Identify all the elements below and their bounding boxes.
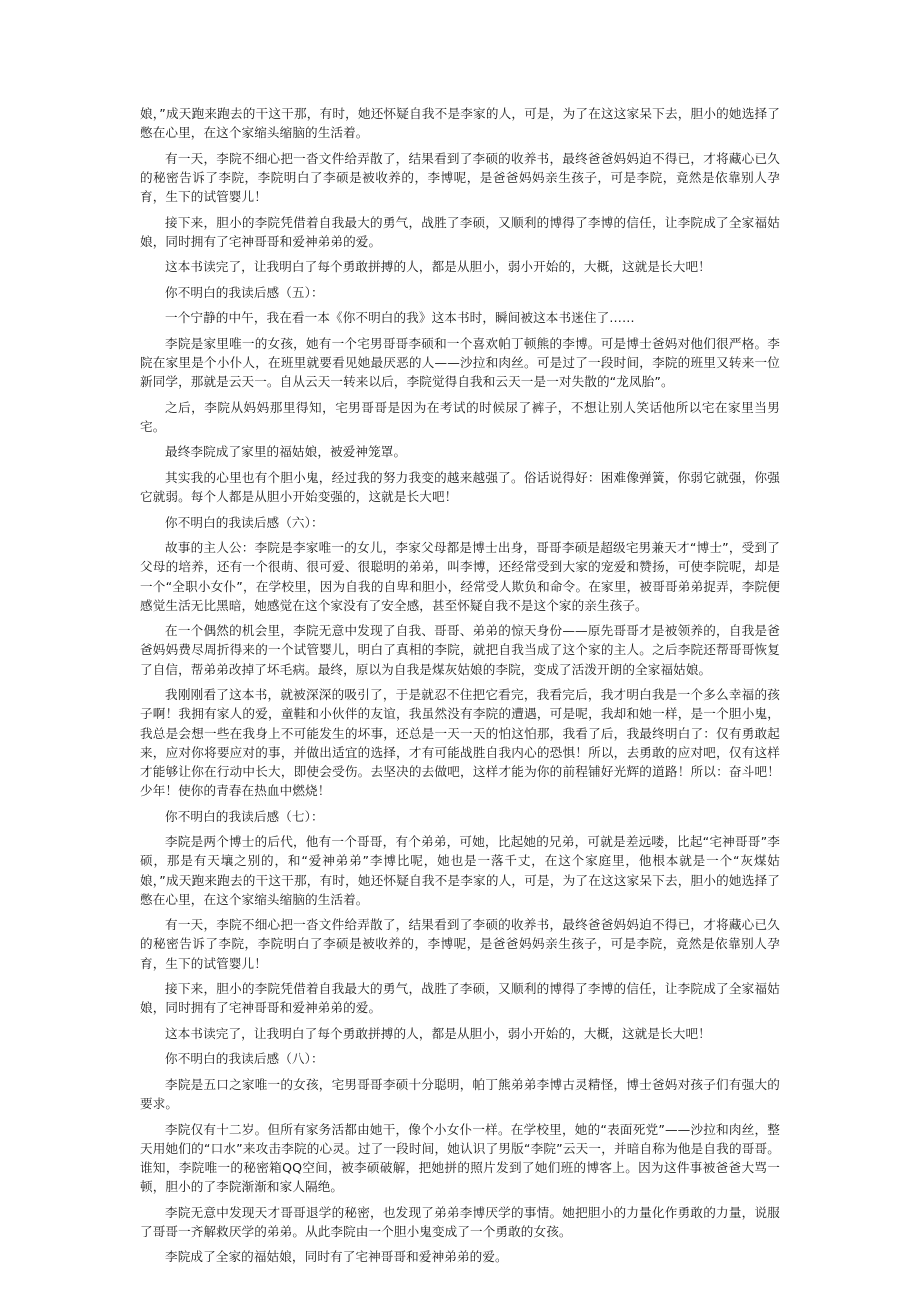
paragraph-1: 娘，”成天跑来跑去的干这干那，有时，她还怀疑自我不是李家的人，可是，为了在这这家呆下去，胆小的她选择了憋在心里，在这个家缩头缩脑的生活着。 <box>140 106 780 141</box>
paragraph-17: 有一天，李院不细心把一沓文件给弄散了，结果看到了李硕的收养书，最终爸爸妈妈迫不得已，才将藏心已久的秘密告诉了李院，李院明白了李硕是被收养的，李博呢，是爸爸妈妈亲生孩子，可是李院，竟然是依靠别人孕育，生下的试管婴儿！ <box>140 917 780 971</box>
paragraph-19: 这本书读完了，让我明白了每个勇敢拼搏的人，都是从胆小，弱小开始的，大概，这就是长大吧！ <box>165 1025 711 1041</box>
section-heading-8: 你不明白的我读后感（八）： <box>165 1051 324 1067</box>
section-heading-5: 你不明白的我读后感（五）： <box>165 284 324 300</box>
paragraph-6: 一个宁静的中午，我在看一本《你不明白的我》这本书时，瞬间被这本书迷住了…… <box>165 310 635 326</box>
paragraph-2: 有一天，李院不细心把一沓文件给弄散了，结果看到了李硕的收养书，最终爸爸妈妈迫不得已，才将藏心已久的秘密告诉了李院，李院明白了李硕是被收养的，李博呢，是爸爸妈妈亲生孩子，可是李院，竟然是依靠别人孕育，生下的试管婴儿！ <box>140 150 780 205</box>
paragraph-23: 李院无意中发现天才哥哥退学的秘密，也发现了弟弟李博厌学的事情。她把胆小的力量化作勇敢的力量，说服了哥哥一齐解救厌学的弟弟。从此李院由一个胆小鬼变成了一个勇敢的女孩。 <box>140 1204 780 1239</box>
document-body <box>140 104 780 1273</box>
paragraph-12: 故事的主人公：李院是李家唯一的女儿，李家父母都是博士出身，哥哥李硕是超级宅男兼天才“博士”，受到了父母的培养，还有一个很萌、很可爱、很聪明的弟弟，叫李博，还经常受到大家的宠爱和赞扬，可使李院呢，却是一个“全职小女仆”，在学校里，因为自我的自卑和胆小，经常受人欺负和命令。在家里，被哥哥弟弟捉弄，李院便感觉生活无比黑暗，她感觉在这个家没有了安全感，甚至怀疑自我不是这个家的亲生孩子。 <box>140 540 780 613</box>
paragraph-21: 李院是五口之家唯一的女孩，宅男哥哥李硕十分聪明，帕丁熊弟弟李博古灵精怪，博士爸妈对孩子们有强大的要求。 <box>140 1076 780 1112</box>
paragraph-3: 接下来，胆小的李院凭借着自我最大的勇气，战胜了李硕，又顺利的博得了李博的信任，让李院成了全家福姑娘，同时拥有了宅神哥哥和爱神弟弟的爱。 <box>140 214 780 249</box>
paragraph-16: 李院是两个博士的后代，他有一个哥哥，有个弟弟，可她，比起她的兄弟，可就是差远喽，比起“宅神哥哥”李硕，那是有天壤之别的，和“爱神弟弟”李博比呢，她也是一落千丈，在这个家庭里，他根本就是一个“灰煤姑娘，”成天跑来跑去的干这干那，有时，她还怀疑自我不是李家的人，可是，为了在这这家呆下去，胆小的她选择了憋在心里，在这个家缩头缩脑的生活着。 <box>140 834 780 907</box>
section-heading-6: 你不明白的我读后感（六）： <box>165 514 324 530</box>
paragraph-22: 李院仅有十二岁。但所有家务活都由她干，像个小女仆一样。在学校里，她的“表面死党”——沙拉和肉丝，整天用她们的“口水”来攻击李院的心灵。过了一段时间，她认识了男版“李院”云天一，并暗自称为他是自我的哥哥。谁知，李院唯一的秘密箱QQ空间，被李硕破解，把她拼的照片发到了她们班的博客上。因为这件事被爸爸大骂一顿，胆小的了李院渐渐和家人隔绝。 <box>140 1121 780 1195</box>
paragraph-24: 李院成了全家的福姑娘，同时有了宅神哥哥和爱神弟弟的爱。 <box>165 1249 508 1265</box>
section-heading-7: 你不明白的我读后感（七）： <box>165 808 324 824</box>
paragraph-18: 接下来，胆小的李院凭借着自我最大的勇气，战胜了李硕，又顺利的博得了李博的信任，让李院成了全家福姑娘，同时拥有了宅神哥哥和爱神弟弟的爱。 <box>140 981 780 1016</box>
paragraph-14: 我刚刚看了这本书，就被深深的吸引了，于是就忍不住把它看完，我看完后，我才明白我是一个多么幸福的孩子啊！我拥有家人的爱，童鞋和小伙伴的友谊，我虽然没有李院的遭遇，可是呢，我却和她一样，是一个胆小鬼，我总是会想一些在我身上不可能发生的坏事，还总是一天一天的怕这怕那，我看了后，我最终明白了：仅有勇敢起来，应对你将要应对的事，并做出适宜的选择，才有可能战胜自我内心的恐惧！所以，去勇敢的应对吧，仅有这样才能够让你在行动中长大，即使会受伤。去坚决的去做吧，这样才能为你的前程铺好光辉的道路！所以：奋斗吧！少年！使你的青春在热血中燃烧！ <box>140 687 780 799</box>
paragraph-10: 其实我的心里也有个胆小鬼，经过我的努力我变的越来越强了。俗话说得好：困难像弹簧，你弱它就强，你强它就弱。每个人都是从胆小开始变强的，这就是长大吧！ <box>140 469 780 505</box>
paragraph-7: 李院是家里唯一的女孩，她有一个宅男哥哥李硕和一个喜欢帕丁顿熊的李博。可是博士爸妈对他们很严格。李院在家里是个小仆人，在班里就要看见她最厌恶的人——沙拉和肉丝。可是过了一段时间，李院的班里又转来一位新同学，那就是云天一。自从云天一转来以后，李院觉得自我和云天一是一对失散的“龙凤胎”。 <box>140 335 780 390</box>
paragraph-13: 在一个偶然的机会里，李院无意中发现了自我、哥哥、弟弟的惊天身份——原先哥哥才是被领养的，自我是爸爸妈妈费尽周折得来的一个试管婴儿，明白了真相的李院，就把自我当成了这个家的主人。之后李院还帮哥哥恢复了自信，帮弟弟改掉了坏毛病。最终，原以为自我是煤灰姑娘的李院，变成了活泼开朗的全家福姑娘。 <box>140 623 780 677</box>
paragraph-9: 最终李院成了家里的福姑娘，被爱神笼罩。 <box>165 444 407 460</box>
paragraph-4: 这本书读完了，让我明白了每个勇敢拼搏的人，都是从胆小，弱小开始的，大概，这就是长大吧！ <box>165 259 711 275</box>
paragraph-8: 之后，李院从妈妈那里得知，宅男哥哥是因为在考试的时候尿了裤子，不想让别人笑话他所以宅在家里当男宅。 <box>140 399 780 434</box>
